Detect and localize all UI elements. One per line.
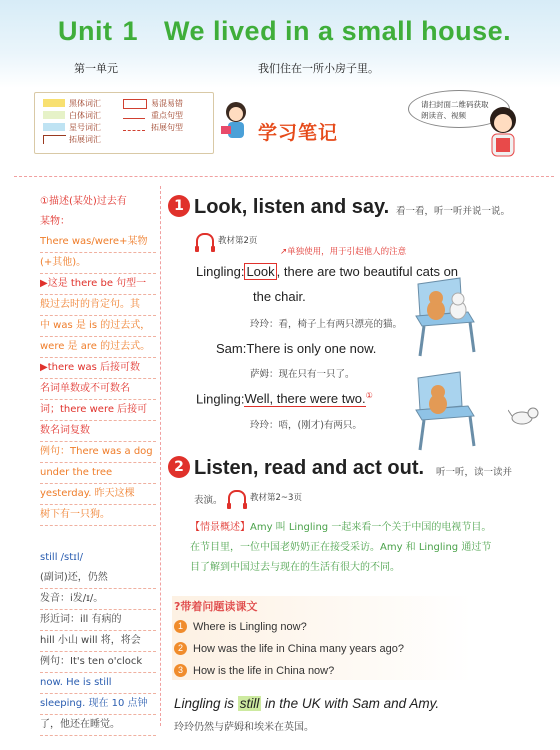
- summary-line: 目了解到中国过去与现在的生活有很大的不同。: [190, 562, 400, 573]
- question-item: [174, 642, 404, 655]
- legend-item: 星号词汇: [69, 123, 101, 132]
- legend-swatch-extend-pattern: [123, 125, 145, 131]
- dialogue-translation: 萨姆：现在只有一只了。: [250, 369, 355, 380]
- annotation-text: 单独使用，用于引起他人的注意: [287, 247, 407, 257]
- question-item: [174, 620, 307, 633]
- side-note-line: 某物：: [40, 216, 70, 227]
- side-note-line: 数名词复数: [40, 421, 156, 442]
- side-note-there-be: [40, 192, 156, 526]
- side-note-line: 例句：There was a dog: [40, 442, 156, 463]
- bubble-line: 朗读音、视频: [421, 111, 466, 120]
- unit-title-chinese: 我们住在一所小房子里。: [258, 62, 379, 75]
- unit-heading: We lived in a small house.: [164, 16, 512, 46]
- section-title-chinese: 听一听，读一读并: [436, 467, 513, 478]
- chair-with-cats-icon: [408, 276, 478, 358]
- side-note-line: now. He is still: [40, 673, 156, 694]
- section-title-chinese: 看一看，听一听并说一说。: [396, 206, 511, 217]
- side-note-line: 形近词：ill 有病的: [40, 610, 156, 631]
- side-note-line: 了，他还在睡觉。: [40, 715, 156, 736]
- dialogue-translation: 玲玲：看，椅子上有两只漂亮的猫。: [250, 319, 403, 330]
- side-note-line: were 是 are 的过去式。: [40, 337, 156, 358]
- annotation-note: ↗单独使用，用于引起他人的注意: [280, 247, 407, 257]
- story-sentence: [174, 696, 439, 711]
- page-tag-label: 教材第2页: [218, 236, 258, 246]
- legend-swatch-white: [43, 111, 65, 119]
- question-text: How was the life in China many years ago?: [193, 642, 404, 655]
- bubble-line: 请扫封面二维码获取: [421, 100, 489, 109]
- dialogue-line: [216, 341, 376, 356]
- legend-swatch-confusing: [123, 99, 147, 109]
- headphones-icon: [196, 233, 214, 247]
- study-notes-heading: 学习笔记: [258, 122, 339, 144]
- question-text: How is the life in China now?: [193, 664, 335, 677]
- summary-text: Amy 叫 Lingling 一起来看一个关于中国的电视节目。: [250, 522, 492, 533]
- legend-swatch-key-pattern: [123, 113, 145, 119]
- unit-label-chinese: 第一单元: [74, 62, 118, 75]
- column-divider: [160, 186, 161, 726]
- section-title-chinese-cont: 表演。: [194, 495, 223, 506]
- cartoon-girl-icon: [480, 104, 526, 164]
- side-note-line: 树下有一只狗。: [40, 505, 156, 526]
- side-note-line: still /stɪl/: [40, 552, 84, 563]
- dialogue-continuation: the chair.: [253, 289, 306, 304]
- unit-number: 1: [122, 16, 139, 46]
- side-note-line: 发音：i发/ɪ/。: [40, 589, 156, 610]
- dialogue-translation: 玲玲：唔，(刚才)有两只。: [250, 420, 362, 431]
- questions-title: ?带着问题读课文: [174, 600, 258, 613]
- section-title: Listen, read and act out.: [194, 457, 425, 479]
- speaker: Sam:: [216, 341, 247, 356]
- girl-illustration-icon: [217, 98, 255, 146]
- side-note-line: (+其他)。: [40, 253, 156, 274]
- side-note-line: 例句：It's ten o'clock: [40, 652, 156, 673]
- legend-swatch-star: [43, 123, 65, 131]
- dialogue-line: [196, 391, 373, 406]
- side-note-line: ▶这是 there be 句型一: [40, 274, 156, 295]
- legend-item: 黑体词汇: [69, 99, 101, 108]
- textbook-page-tag: [228, 490, 302, 504]
- summary-line: 在节目里，一位中国老奶奶正在接受采访。Amy 和 Lingling 通过节: [190, 542, 492, 553]
- headphones-icon: [228, 490, 246, 504]
- legend-item: 拓展词汇: [69, 135, 101, 144]
- side-note-line: ①描述(某处)过去有: [40, 196, 127, 207]
- unit-title: [58, 16, 511, 47]
- side-note-line: hill 小山 will 将，将会: [40, 631, 156, 652]
- question-item: [174, 664, 334, 677]
- question-number: 3: [174, 664, 187, 677]
- speaker: Lingling:: [196, 264, 245, 279]
- section-number-badge: 1: [168, 195, 190, 217]
- speaker: Lingling:: [196, 391, 245, 407]
- dialogue-text: , there are two beautiful cats on: [276, 264, 459, 279]
- textbook-page-tag: [196, 233, 257, 247]
- side-note-line: sleeping. 现在 10 点钟: [40, 694, 156, 715]
- dialogue-text: There is only one now.: [246, 341, 377, 356]
- question-number: 1: [174, 620, 187, 633]
- side-note-line: 中 was 是 is 的过去式，: [40, 316, 156, 337]
- page-tag-label: 教材第2~3页: [250, 493, 302, 503]
- highlighted-word: Look: [246, 264, 275, 279]
- legend-item: 白体词汇: [69, 111, 101, 120]
- scene-summary: [190, 518, 540, 578]
- side-note-line: (副词)还，仍然: [40, 568, 156, 589]
- legend-item: 重点句型: [151, 111, 183, 120]
- question-number: 2: [174, 642, 187, 655]
- chair-with-cat-icon: [408, 370, 478, 452]
- unit-label: Unit: [58, 16, 113, 46]
- divider: [14, 176, 554, 177]
- legend-item: 拓展句型: [151, 123, 183, 132]
- story-sentence-translation: 玲玲仍然与萨姆和埃米在英国。: [174, 722, 314, 733]
- sentence-part: in the UK with Sam and Amy.: [261, 696, 440, 711]
- side-note-still: [40, 548, 156, 736]
- side-note-line: under the tree: [40, 463, 156, 484]
- summary-line: [190, 518, 540, 538]
- running-cat-icon: [508, 404, 540, 428]
- summary-label: 【情景概述】: [190, 522, 250, 533]
- legend-item: 易混易错: [151, 99, 183, 108]
- side-note-line: 词；there were 后接可: [40, 400, 156, 421]
- section-number-badge: 2: [168, 456, 190, 478]
- sentence-part: Lingling is: [174, 696, 238, 711]
- side-note-line: 般过去时的肯定句。其: [40, 295, 156, 316]
- legend-swatch-extend: [43, 135, 66, 144]
- highlighted-vocab: still: [239, 696, 260, 711]
- side-note-line: 名词单数或不可数名: [40, 379, 156, 400]
- side-note-line: There was/were+某物: [40, 232, 156, 253]
- dialogue-text: Well, there were two.: [244, 391, 366, 407]
- question-text: Where is Lingling now?: [193, 620, 307, 633]
- legend-swatch-bold: [43, 99, 65, 107]
- legend-box: [34, 92, 214, 154]
- section-title: Look, listen and say.: [194, 196, 390, 218]
- side-note-line: yesterday. 昨天这棵: [40, 484, 156, 505]
- note-marker: ①: [365, 391, 373, 400]
- side-note-line: ▶there was 后接可数: [40, 358, 156, 379]
